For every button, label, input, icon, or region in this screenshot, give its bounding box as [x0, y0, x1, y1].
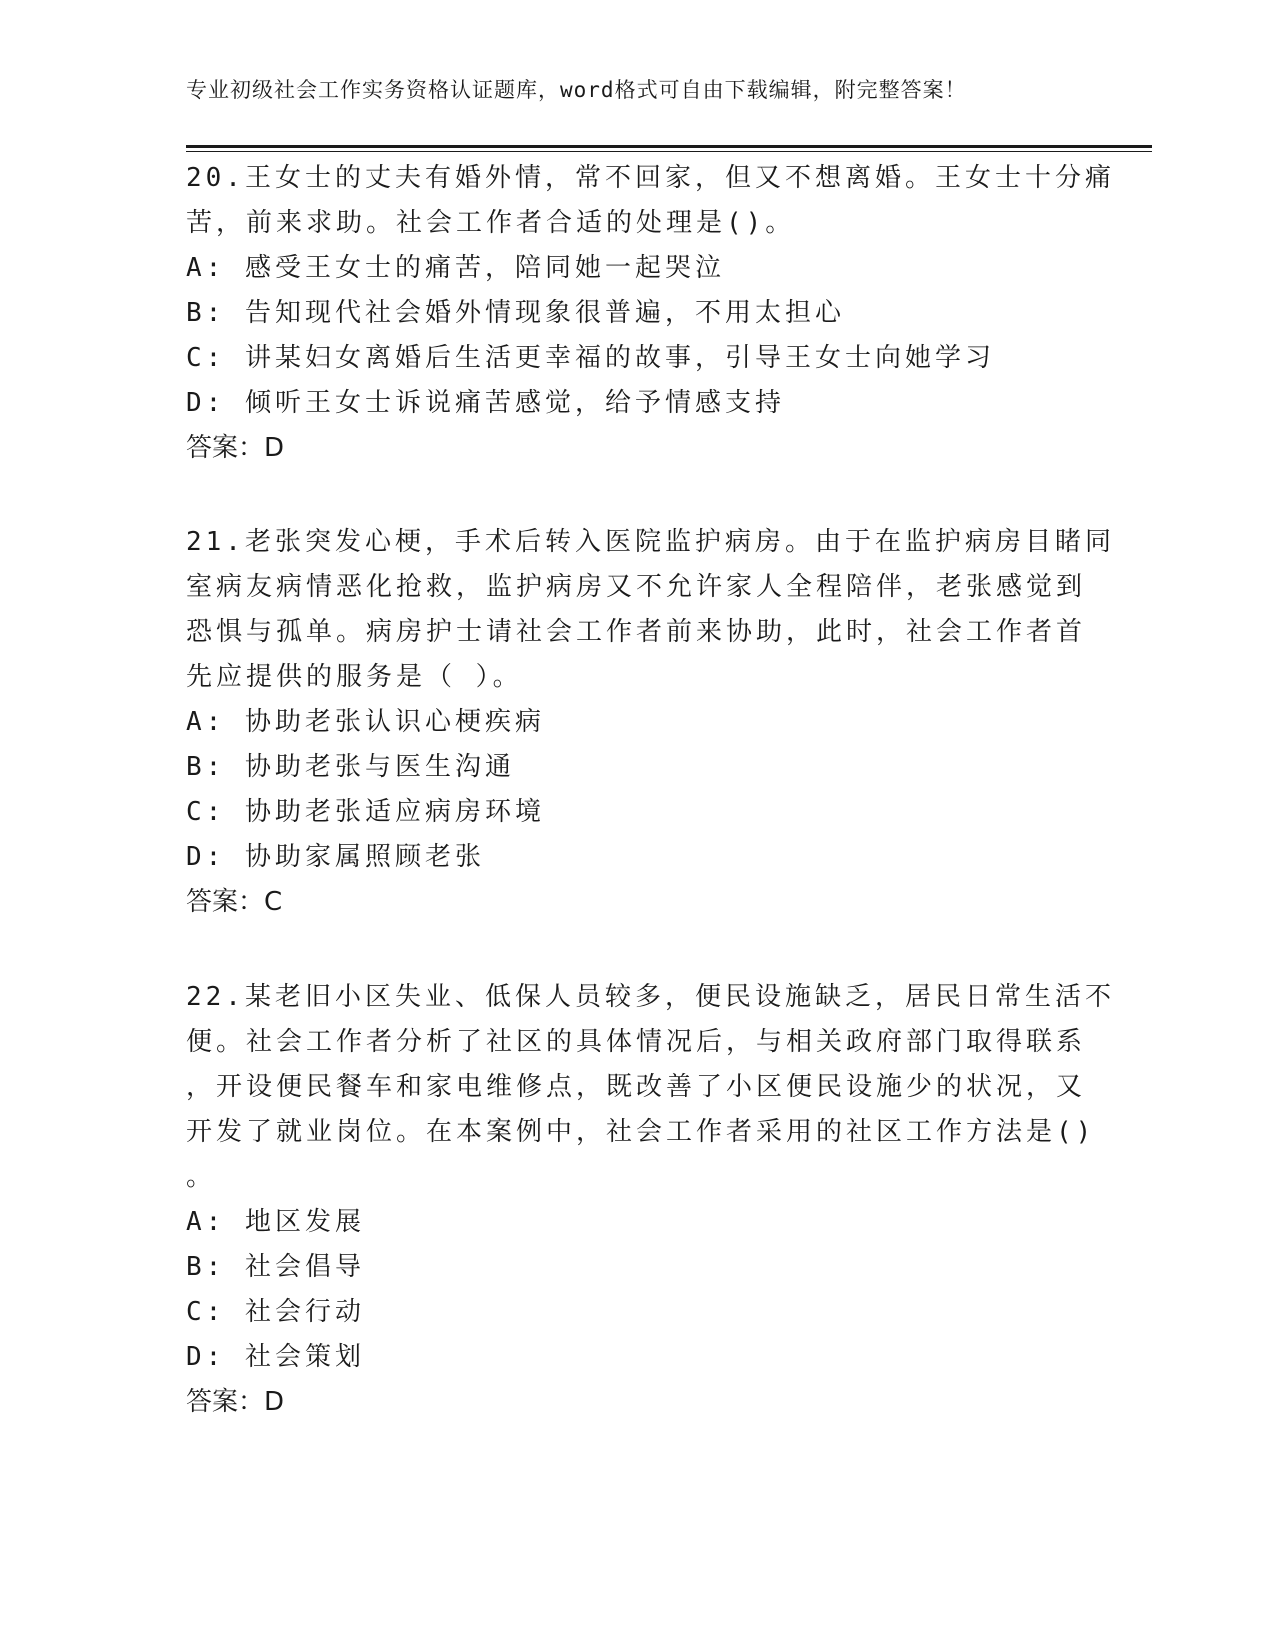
question-stem-line: 恐惧与孤单。病房护士请社会工作者前来协助，此时，社会工作者首: [186, 617, 1087, 647]
option-c: C: 讲某妇女离婚后生活更幸福的故事，引导王女士向她学习: [186, 343, 995, 373]
page-header: 专业初级社会工作实务资格认证题库，word格式可自由下载编辑，附完整答案！: [186, 78, 967, 102]
question-stem-line: 便。社会工作者分析了社区的具体情况后，与相关政府部门取得联系: [186, 1027, 1087, 1057]
option-b: B: 社会倡导: [186, 1252, 365, 1282]
option-c: C: 社会行动: [186, 1297, 365, 1327]
question-22: [186, 975, 1115, 1425]
question-stem-line: 21.老张突发心梗，手术后转入医院监护病房。由于在监护病房目睹同: [186, 527, 1115, 557]
answer-label: 答案：C: [186, 887, 283, 917]
option-a: A: 协助老张认识心梗疾病: [186, 707, 545, 737]
question-stem-line: 开发了就业岗位。在本案例中，社会工作者采用的社区工作方法是(): [186, 1117, 1096, 1147]
option-b: B: 告知现代社会婚外情现象很普遍，不用太担心: [186, 298, 845, 328]
option-c: C: 协助老张适应病房环境: [186, 797, 545, 827]
question-21: [186, 520, 1115, 925]
answer-label: 答案：D: [186, 1387, 285, 1417]
header-rule-thick: [186, 145, 1152, 148]
option-d: D: 社会策划: [186, 1342, 365, 1372]
option-d: D: 协助家属照顾老张: [186, 842, 485, 872]
question-stem-line: 22.某老旧小区失业、低保人员较多，便民设施缺乏，居民日常生活不: [186, 982, 1115, 1012]
question-stem-line: 20.王女士的丈夫有婚外情，常不回家，但又不想离婚。王女士十分痛: [186, 163, 1115, 193]
option-d: D: 倾听王女士诉说痛苦感觉，给予情感支持: [186, 388, 785, 418]
question-stem-line: 苦，前来求助。社会工作者合适的处理是()。: [186, 208, 796, 238]
question-stem-line: 室病友病情恶化抢救，监护病房又不允许家人全程陪伴，老张感觉到: [186, 572, 1087, 602]
option-a: A: 地区发展: [186, 1207, 365, 1237]
question-stem-line: ，开设便民餐车和家电维修点，既改善了小区便民设施少的状况，又: [186, 1072, 1087, 1102]
question-stem-line: 。: [186, 1162, 217, 1192]
option-a: A: 感受王女士的痛苦，陪同她一起哭泣: [186, 253, 725, 283]
answer-label: 答案：D: [186, 433, 285, 463]
header-rule-thin: [186, 151, 1152, 152]
question-20: [186, 156, 1115, 471]
question-stem-line: 先应提供的服务是（ ）。: [186, 662, 523, 692]
option-b: B: 协助老张与医生沟通: [186, 752, 515, 782]
